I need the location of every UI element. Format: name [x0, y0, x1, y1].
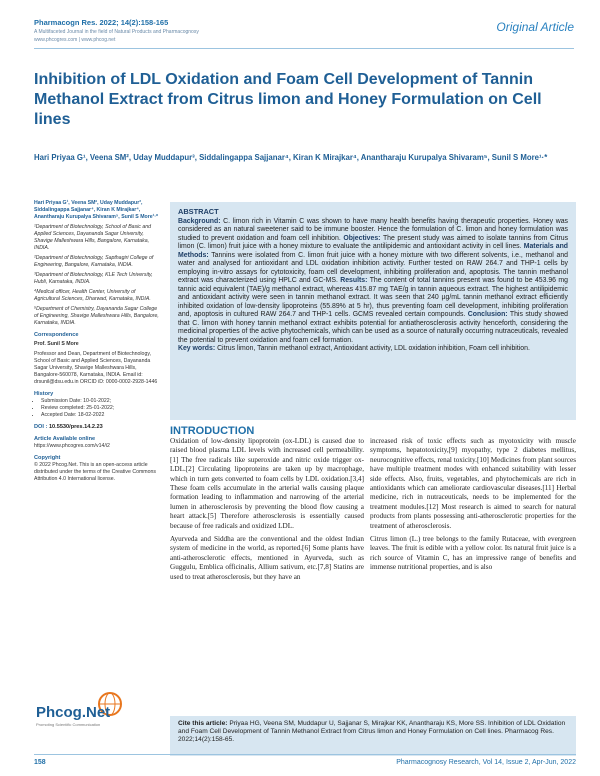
- correspondence-heading: Correspondence: [34, 332, 79, 338]
- logo-wordmark: Phcog.Net: [36, 704, 111, 721]
- sidebar-authors: Hari Priyaa G¹, Veena SM², Uday Muddapur³, Siddalingappa Sajjanar⁴, Kiran K Mirajkar⁴, Anantharaju Kurupalya Shivaram⁵, Sunil S More¹·*: [34, 200, 159, 220]
- keywords-text: Citrus limon, Tannin methanol extract, Antioxidant activity, LDL oxidation inhibition, Foam cell inhibition.: [217, 345, 530, 352]
- affiliation-item: ⁴Medical officer, Health Center, University of Agricultural Sciences, Dharwad, Karnataka, INDIA.: [34, 289, 151, 302]
- history-item: • Submission Date: 10-01-2022;: [41, 398, 160, 405]
- footer-journal: Pharmacognosy Research, Vol 14, Issue 2, Apr-Jun, 2022: [396, 759, 576, 766]
- body-paragraph: Oxidation of low-density lipoprotein (ox-LDL) is caused due to raised blood plasma LDL levels with increased cell permeability.[1] The free radicals like superoxide and nitric oxide trigger ox-LDL.[2] Circulating lipoproteins are taken up by macrophage, which in turn gets converted to foam cells by LDL oxidation.[3,4] These foam cells accumulate in the arterial walls causing plaque formation leading to inflammation and narrowing of the arterial lumen in atherosclerosis by preventing the blood flow causing a heart attack.[5] Therefore atherosclerosis is essentially caused because of free radicals and oxidized LDL.: [170, 437, 364, 530]
- journal-website: www.phcogres.com | www.phcog.net: [34, 37, 116, 43]
- affiliation-item: ⁵Department of Chemistry, Dayananda Sagar College of Engineering, Shavige Malleshwara Hills, Bangalore, Karnataka, INDIA.: [34, 306, 159, 326]
- conclusion-label: Conclusion:: [467, 311, 508, 318]
- keywords-label: Key words:: [178, 345, 216, 352]
- history-item: • Accepted Date: 18-02-2022: [41, 412, 160, 419]
- objectives-label: Objectives:: [343, 234, 381, 242]
- correspondence-details: Professor and Dean, Department of Biotechnology, School of Basic and Applied Sciences, Dayananda Sagar University, Shavige Malleshwara Hills, Bangalore-560078, Karnataka, INDIA. Email id: drsunil@dsu.edu.in ORCID iD: 0000-0002-2928-1446: [34, 351, 158, 385]
- background-text: C. limon rich in Vitamin C was shown to have many health benefits having therapeutic properties. Honey was considered as an natural sweetener said to be immune booster. Hence the formulation of C. limon and honey formulation was studied to prevent oxidation and foam cell inhibition.: [178, 217, 568, 242]
- history-heading: History: [34, 391, 54, 397]
- citation-box: [170, 716, 576, 756]
- footer-rule: [34, 754, 576, 755]
- doi-link[interactable]: 10.5530/pres.14.2.23: [48, 424, 103, 430]
- phcog-logo: [34, 690, 134, 730]
- citation-text: Priyaa HG, Veena SM, Muddapur U, Sajjanar S, Mirajkar KK, Anantharaju KS, More SS. Inhibition of LDL Oxidation and Foam Cell Development of Tannin Methanol Extract from Citrus limon and Honey Formulation on Cell lines. Pharmacog Res. 2022;14(2):158-65.: [178, 720, 566, 743]
- methods-label: Materials and Methods:: [178, 243, 568, 259]
- abstract-heading: ABSTRACT: [178, 207, 219, 216]
- results-label: Results:: [340, 277, 368, 284]
- citation-label: Cite this article:: [178, 720, 228, 727]
- affiliation-item: ²Department of Biotechnology, Sapthagiri College of Engineering, Bangalore, Karnataka, INDIA.: [34, 255, 154, 268]
- article-title: Inhibition of LDL Oxidation and Foam Cell Development of Tannin Methanol Extract from Citrus limon and Honey Formulation on Cell lines: [34, 71, 542, 128]
- author-list: Hari Priyaa G¹, Veena SM², Uday Muddapur³, Siddalingappa Sajjanar⁴, Kiran K Mirajkar⁴, Anantharaju Kurupalya Shivaram⁵, Sunil S More¹·*: [34, 153, 548, 162]
- online-heading: Article Available online: [34, 436, 96, 442]
- abstract-box: [170, 202, 576, 420]
- header-rule: [34, 48, 574, 49]
- correspondence-name: Prof. Sunil S More: [34, 341, 79, 347]
- conclusion-text: This study showed that C. limon with honey tannin methanol extract exhibits potential for antiatherosclerosis activity henceforth, considering the medicinal properties of the active phytochemicals, which can be used as a source of naturally occurring nutraceuticals, revealed the potential to prevent oxidation and foam cell formation.: [178, 311, 568, 344]
- page-footer: [34, 759, 576, 766]
- page-number: 158: [34, 759, 46, 766]
- history-item: • Review completed: 25-01-2022;: [41, 405, 160, 412]
- journal-header: [34, 18, 574, 48]
- affiliation-item: ¹Department of Biotechnology, School of Basic and Applied Sciences, Dayananda Sagar University, Shavige Malleshwara Hills, Bangalore, Karnataka, INDIA.: [34, 224, 151, 251]
- article-type-label: Original Article: [496, 20, 574, 34]
- results-text: The content of total tannins present was found to be 453.96 mg tannic acid equivalent (TAE)/g methanol extract, whereas 415.87 mg TAE/g in tannin aqueous extract. The highest antilipidemic and antioxidant activity were seen in tannin methanol extract. It was seen that 240 µg/mL tannin methanol extract efficiently inhibited oxidation of low-density lipoproteins (55.89% at 5 hr), thus preventing foam cell development, inhibiting proliferation and, apoptosis in cultured RAW 264.7 and THP-1 cells. GCMS revealed certain compounds.: [178, 277, 568, 318]
- sidebar: [34, 200, 160, 486]
- copyright-text: © 2022 Phcog.Net. This is an open-access article distributed under the terms of the Creative Commons Attribution 4.0 International license.: [34, 462, 156, 482]
- journal-citation-line: Pharmacogn Res. 2022; 14(2):158-165: [34, 18, 169, 27]
- methods-text: Tannins were isolated from C. limon fruit juice with a honey mixture with two different solvents, i.e., methanol and water and analysed for antioxidant and LDL oxidation inhibition activity. Further tested on RAW 264.7 and THP-1 cells by employing in-vitro assays for cytotoxicity, foam cell development, inhibiting proliferation and, apoptosis. The tannin methanol extract was characterized using HPLC and GC-MS.: [178, 251, 568, 284]
- body-column-left: [170, 437, 364, 586]
- body-column-right: [370, 437, 576, 577]
- body-paragraph: Ayurveda and Siddha are the conventional and the oldest Indian system of medicine in the world, as reported.[6] Some plants have anti-atherosclerotic effects, mentioned in Ayurveda, such as Guggulu, Emblica officinalis, Allium sativum, etc.[7,8] Statins are used to treat atherosclerosis, but they have an: [170, 535, 364, 581]
- body-paragraph: Citrus limon (L.) tree belongs to the family Rutaceae, with evergreen leaves. The fruit is edible with a yellow color. Its natural fruit juice is a rich source of Vitamin C, has an impressive range of benefits and immense nutritional properties, and is also: [370, 535, 576, 572]
- history-list: [34, 398, 160, 419]
- affiliation-item: ³Department of Biotechnology, KLE Tech University, Hubli, Karnataka, INDIA.: [34, 272, 153, 285]
- online-url-link[interactable]: https://www.phcogres.com/v14/i2: [34, 443, 110, 449]
- copyright-heading: Copyright: [34, 455, 61, 461]
- introduction-heading: INTRODUCTION: [170, 425, 255, 437]
- body-paragraph: increased risk of toxic effects such as myotoxicity with muscle symptoms, hepatotoxicity,[9] myopathy, type 2 diabetes mellitus, neurocognitive effects, renal toxicity.[10] Medicines from plant sources have multiple treatment modes with enhanced suitability with lesser side effects. Also, fruits, vegetables, and phytochemicals are rich in antioxidants which can ameliorate cardiovascular diseases.[11] Herbal medicine, rich in nutraceuticals, needs to be implemented for the treatment modules.[12] Most research is aimed to search for natural products from plants possessing anti-atherosclerotic properties for the treatment of atherosclerosis.: [370, 437, 576, 530]
- journal-subtitle: A Multifaceted Journal in the field of Natural Products and Pharmacognosy: [34, 29, 199, 35]
- doi-label: DOI :: [34, 424, 48, 430]
- background-label: Background:: [178, 217, 221, 225]
- logo-tagline: Promoting Scientific Communication: [36, 722, 101, 727]
- objectives-text: The present study was aimed to isolate tannins from Citrus limon (C. limon) fruit juice with a honey mixture to evaluate the antilipidemic and antioxidant activity in cell lines.: [178, 234, 569, 250]
- doi-line: [34, 424, 160, 431]
